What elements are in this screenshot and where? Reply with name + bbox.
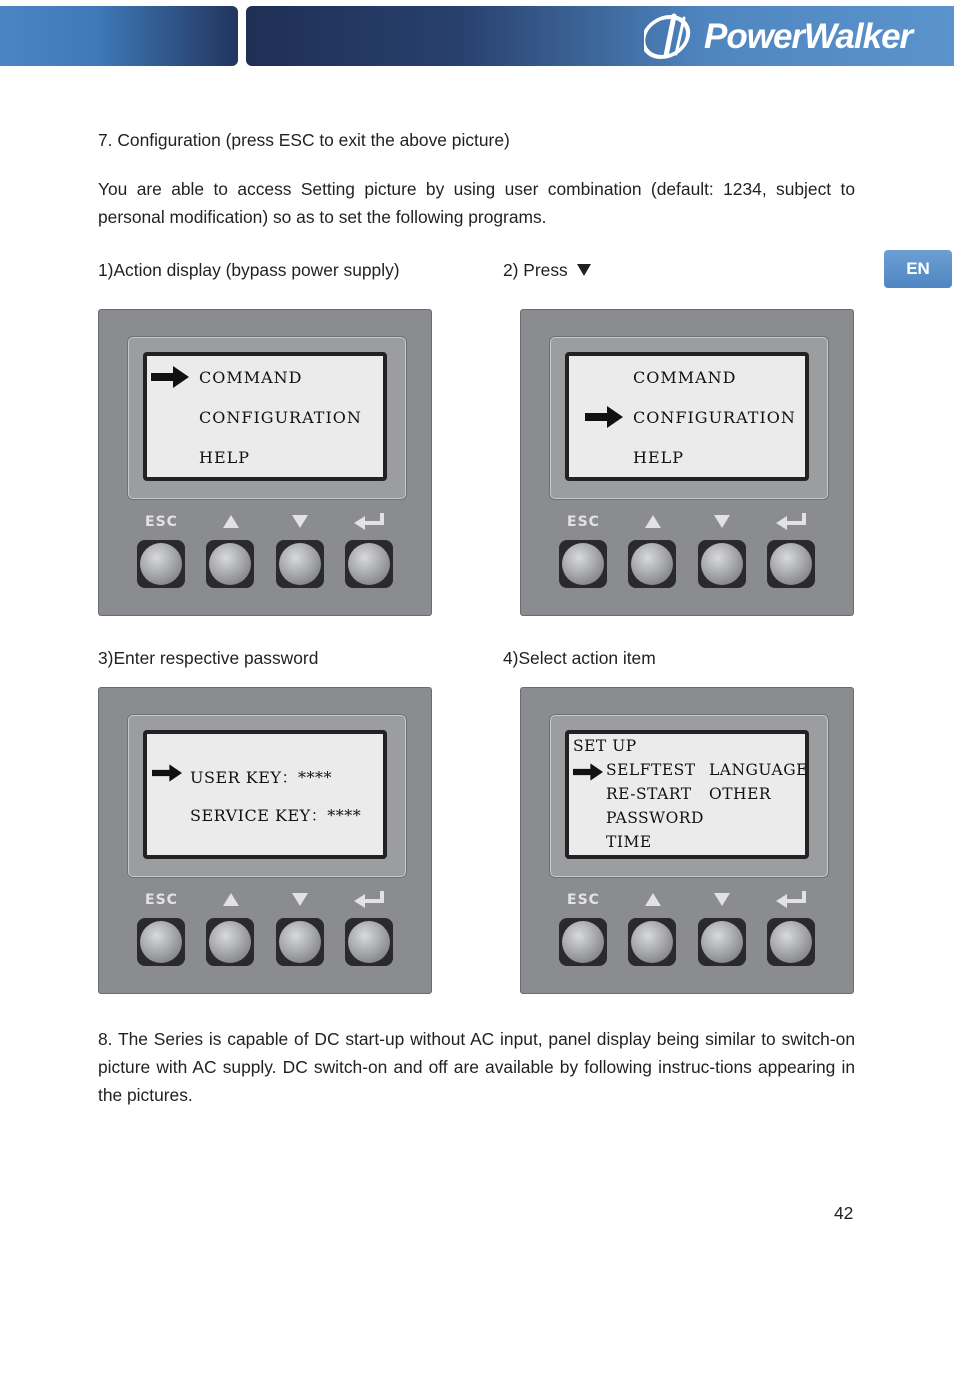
caption-4: 4)Select action item — [503, 648, 656, 668]
menu-item-configuration: CONFIGURATION — [199, 408, 362, 427]
setup-title: SET UP — [573, 737, 637, 755]
user-key-field: USER KEY：**** — [190, 768, 332, 787]
menu-item-restart: RE-START — [606, 785, 692, 803]
selection-arrow-icon — [573, 763, 603, 781]
lcd-panel-press-down — [520, 309, 854, 616]
up-arrow-icon — [645, 893, 661, 906]
esc-button[interactable] — [559, 540, 607, 588]
lcd-bezel — [550, 337, 828, 499]
up-arrow-icon — [223, 893, 239, 906]
enter-arrow-icon — [354, 512, 386, 530]
caption-2 — [503, 256, 591, 284]
section-7-title: 7. Configuration (press ESC to exit the above picture) — [98, 130, 510, 150]
lcd-screen — [143, 730, 387, 859]
up-arrow-icon — [223, 515, 239, 528]
esc-button[interactable] — [559, 918, 607, 966]
lcd-screen — [565, 730, 809, 859]
caption-1: 1)Action display (bypass power supply) — [98, 260, 400, 280]
down-arrow-icon — [714, 515, 730, 528]
down-button[interactable] — [276, 540, 324, 588]
selection-arrow-icon — [585, 406, 623, 428]
menu-item-other: OTHER — [709, 785, 772, 803]
enter-button[interactable] — [345, 918, 393, 966]
caption-2-text: 2) Press — [503, 260, 568, 280]
menu-item-command: COMMAND — [199, 368, 303, 387]
esc-key-label: ESC — [145, 892, 178, 908]
down-arrow-icon — [292, 515, 308, 528]
service-key-field: SERVICE KEY：**** — [190, 806, 362, 825]
lcd-panel-select-action — [520, 687, 854, 994]
esc-key-label: ESC — [567, 514, 600, 530]
menu-item-configuration: CONFIGURATION — [633, 408, 796, 427]
menu-item-command: COMMAND — [633, 368, 737, 387]
section-7-intro: You are able to access Setting picture by using user combination (default: 1234, subject to personal modification) so as to set the following programs. — [98, 179, 855, 227]
down-button[interactable] — [276, 918, 324, 966]
down-button[interactable] — [698, 918, 746, 966]
enter-arrow-icon — [776, 512, 808, 530]
enter-arrow-icon — [354, 890, 386, 908]
enter-button[interactable] — [767, 918, 815, 966]
down-arrow-icon — [292, 893, 308, 906]
up-button[interactable] — [206, 540, 254, 588]
enter-arrow-icon — [776, 890, 808, 908]
section-8-text: 8. The Series is capable of DC start-up without AC input, panel display being similar to switch-on picture with AC supply. DC switch-on and off are available by following instruc-tions appearing in the pictures. — [98, 1029, 855, 1105]
power-symbol-icon — [644, 12, 700, 62]
menu-item-help: HELP — [633, 448, 685, 467]
up-button[interactable] — [206, 918, 254, 966]
up-button[interactable] — [628, 540, 676, 588]
lcd-screen — [565, 352, 809, 481]
page-number: 42 — [834, 1203, 854, 1223]
lcd-panel-password — [98, 687, 432, 994]
up-arrow-icon — [645, 515, 661, 528]
brand-name: PowerWalker — [704, 17, 913, 56]
down-button[interactable] — [698, 540, 746, 588]
menu-item-help: HELP — [199, 448, 251, 467]
menu-item-time: TIME — [606, 833, 652, 851]
lcd-bezel — [550, 715, 828, 877]
down-triangle-icon — [577, 264, 591, 276]
esc-button[interactable] — [137, 540, 185, 588]
menu-item-password: PASSWORD — [606, 809, 704, 827]
selection-arrow-icon — [151, 366, 189, 388]
language-tab-en[interactable]: EN — [884, 250, 952, 288]
lcd-bezel — [128, 715, 406, 877]
enter-button[interactable] — [345, 540, 393, 588]
esc-button[interactable] — [137, 918, 185, 966]
esc-key-label: ESC — [145, 514, 178, 530]
powerwalker-logo — [644, 12, 912, 62]
down-arrow-icon — [714, 893, 730, 906]
caption-3: 3)Enter respective password — [98, 648, 319, 668]
menu-item-selftest: SELFTEST — [606, 761, 696, 779]
lcd-screen — [143, 352, 387, 481]
enter-button[interactable] — [767, 540, 815, 588]
esc-key-label: ESC — [567, 892, 600, 908]
up-button[interactable] — [628, 918, 676, 966]
lcd-bezel — [128, 337, 406, 499]
selection-arrow-icon — [152, 764, 182, 782]
menu-item-language: LANGUAGE — [709, 761, 808, 779]
lcd-panel-action-display — [98, 309, 432, 616]
header-bar-left — [0, 6, 238, 66]
